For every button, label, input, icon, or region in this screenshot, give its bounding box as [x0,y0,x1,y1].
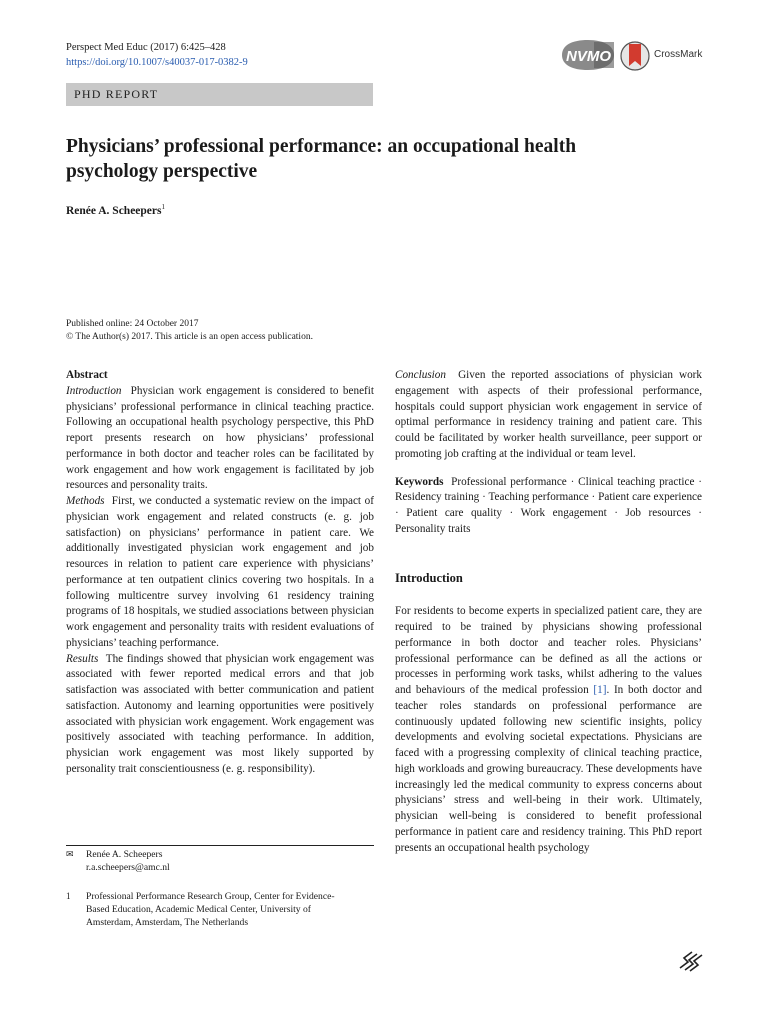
contact-email[interactable]: r.a.scheepers@amc.nl [86,862,170,873]
intro-label: Introduction [66,384,122,397]
affiliation-footnote [66,890,366,929]
intro-body-part1: For residents to become experts in specialized patient care, they are required to be trained by physicians showing professional performance in both doctor and teacher roles. Physicians’ professional performance can be defined as all the actions or processes in performing work tasks, whilst adhering to the values and behaviours of the medical profession [395,605,702,696]
crossmark-icon[interactable] [620,36,650,76]
article-title: Physicians’ professional performance: an occupational health psychology perspective [66,136,577,182]
nvmo-logo [558,38,616,72]
affiliation-mark: 1 [66,891,71,901]
keywords [395,475,702,538]
contact-footnote [66,848,356,874]
introduction-text [395,604,702,856]
right-column [395,368,702,856]
doi-link[interactable]: https://doi.org/10.1007/s40037-017-0382-9 [66,57,248,68]
abstract-introduction [66,384,374,494]
section-banner [66,83,373,106]
conclusion-label: Conclusion [395,369,446,381]
section-label: PHD REPORT [74,87,159,101]
abstract-left-column [66,368,374,778]
abstract-results [66,652,374,778]
intro-body-part2: . In both doctor and teacher roles standards on professional performance are continuously updated following new scientific insights, policy developments and evolving societal expectations. Physicians are faced with a progressing complexity of clinical teaching practice, high workloads and growing bureaucracy. These developments have increasingly led the medical community to express concerns about physicians’ stress and well-being in their work. Ultimately, physician well-being is considered to benefit professional performance in patient care and residency training. This PhD report presents an occupational health psychology [395,684,702,854]
methods-text: First, we conducted a systematic review on the impact of physician work engagement and related constructs (e. g. job satisfaction) on physicians’ performance in patient care. We additionally investigated physician work engagement and job resources in relation to patient care experience with physicians’ performance at ten outpatient clinics covering two hospitals. In a following multicentre survey involving 61 residency training programs of 18 hospitals, we studied associations between physician work engagement and personality traits with resident evaluations of physicians’ teaching performance. [66,495,374,649]
journal-ref: Perspect Med Educ (2017) 6:425–428 [66,42,226,53]
abstract-heading: Abstract [66,369,108,381]
author-line [66,203,165,217]
author-affil-mark: 1 [161,203,165,211]
abstract-methods [66,494,374,652]
springer-horse-icon [678,948,704,972]
author-name[interactable]: Renée A. Scheepers [66,204,162,217]
introduction-heading: Introduction [395,570,463,585]
affiliation-text: Professional Performance Research Group, Center for Evidence-Based Education, Academic Medical Center, University of Amsterdam, Amsterdam, The Netherlands [86,891,335,928]
methods-label: Methods [66,495,105,507]
journal-citation [66,40,248,70]
citation-link[interactable]: [1] [593,684,607,696]
footnote-rule [66,845,374,846]
publication-info [66,318,313,344]
header-logos [558,36,708,76]
copyright-line: © The Author(s) 2017. This article is an open access publication. [66,332,313,342]
conclusion-text: Given the reported associations of physician work engagement with aspects of their professional performance, hospitals could support physician work engagement in service of optimal performance in residency training and patient care. This could be facilitated by worker health surveillance, peer support or promoting job crafting at the individual or team level. [395,369,702,460]
intro-text: Physician work engagement is considered to benefit physicians’ professional performance in clinical teaching practice. Following an occupational health psychology perspective, this PhD report presents research on how physicians’ professional performance in both doctor and teacher roles can be facilitated by work engagement and how work engagement is facilitated by job resources and personality traits. [66,384,374,492]
crossmark-label[interactable]: CrossMark [654,49,703,60]
results-text: The findings showed that physician work engagement was associated with fewer reported medical errors and that job satisfaction was associated with better communication and patient satisfaction. Autonomy and learning opportunities were positively associated with physician work engagement. Work engagement was positively associated with teaching performance. In addition, physician work engagement was most likely supported by personality trait conscientiousness (e. g. responsibility). [66,652,374,775]
contact-name: Renée A. Scheepers [86,849,163,860]
abstract-conclusion [395,368,702,463]
keywords-label: Keywords [395,475,444,488]
keywords-text: Professional performance · Clinical teaching practice · Residency training · Teaching performance · Patient care experience · Patient care quality · Work engagement · Job resources · Personality traits [395,475,703,535]
envelope-icon: ✉ [66,849,74,859]
results-label: Results [66,652,99,665]
svg-text:NVMO: NVMO [566,48,611,65]
published-date: Published online: 24 October 2017 [66,319,199,329]
